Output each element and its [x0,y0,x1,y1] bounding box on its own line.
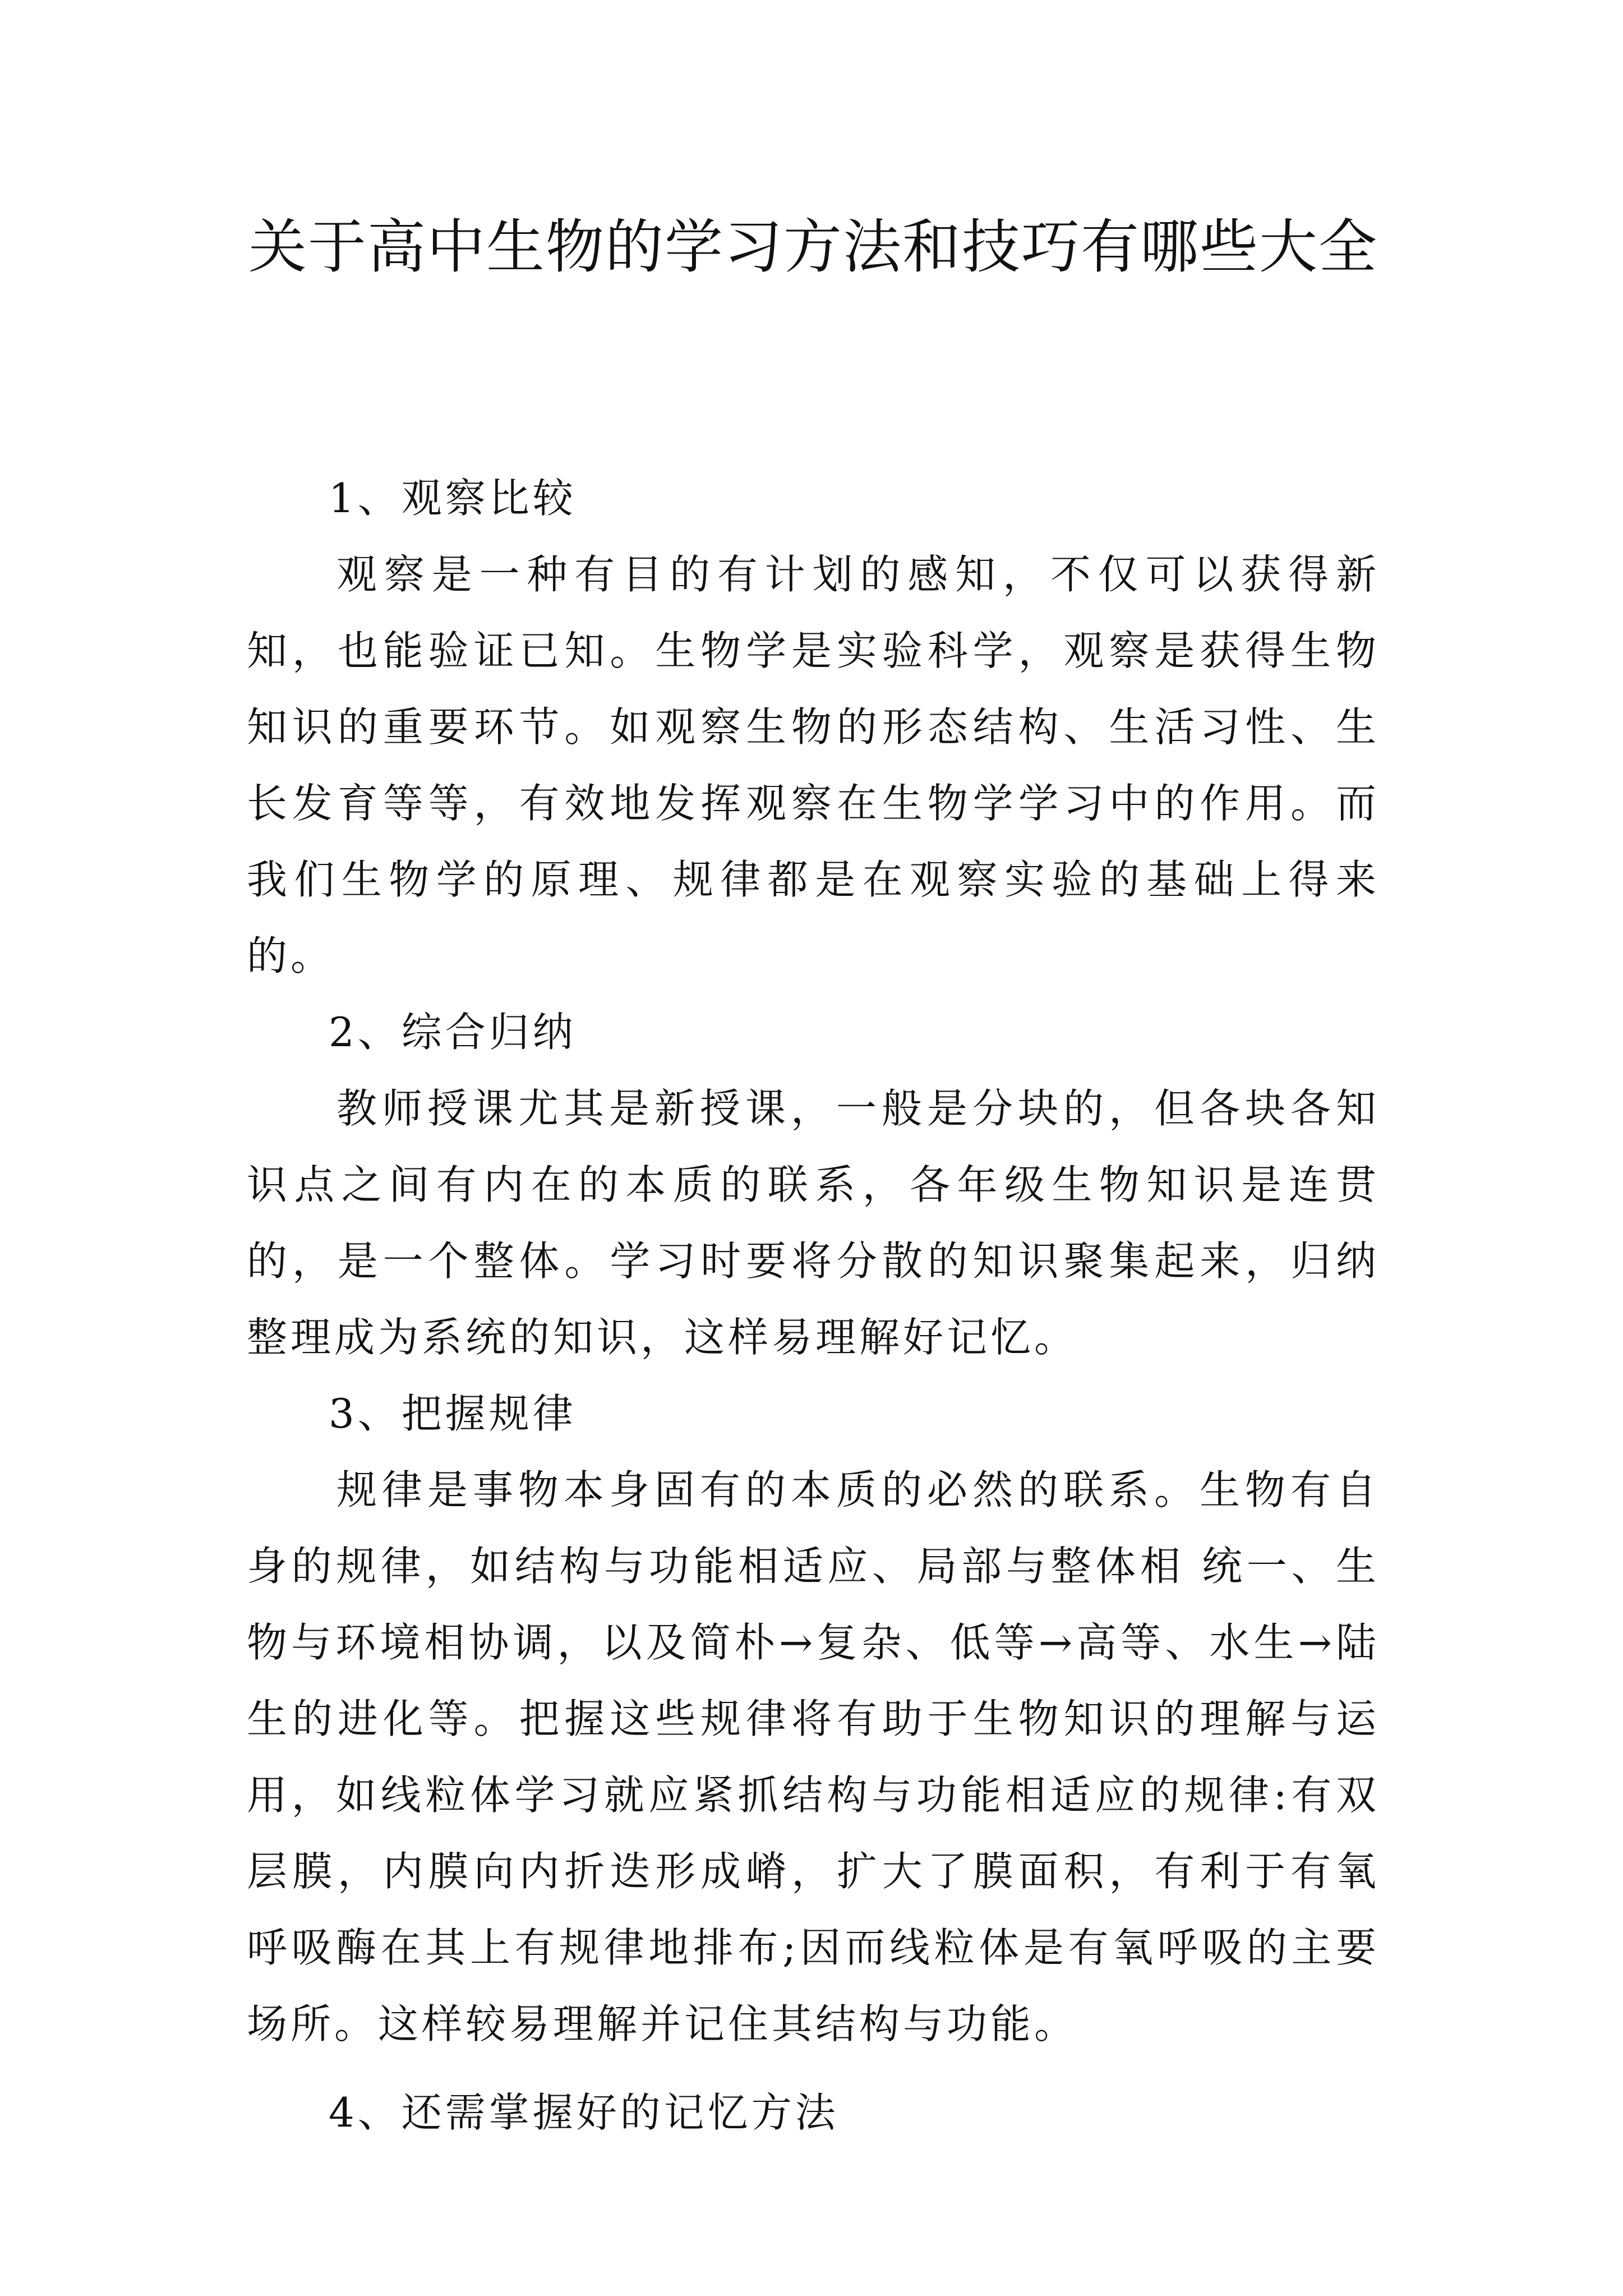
section-heading-observation: 1、观察比较 [329,475,577,522]
document-title: 关于高中生物的学习方法和技巧有哪些大全 [248,213,1378,281]
document-body [247,460,1380,2151]
section-paragraph-summary: 教师授课尤其是新授课，一般是分块的，但各块各知识点之间有内在的本质的联系，各年级生物知识是连贯的，是一个整体。学习时要将分散的知识聚集起来，归纳整理成为系统的知识，这样易理解好记忆。 [247,1085,1380,1361]
section-paragraph-rules: 规律是事物本身固有的本质的必然的联系。生物有自身的规律，如结构与功能相适应、局部与整体相 统一、生物与环境相协调，以及简朴→复杂、低等→高等、水生→陆生的进化等。把握这些规律将有助于生物知识的理解与运用，如线粒体学习就应紧抓结构与功能相适应的规律:有双层膜，内膜向内折迭形成嵴，扩大了膜面积，有利于有氧呼吸酶在其上有规律地排布;因而线粒体是有氧呼吸的主要场所。这样较易理解并记住其结构与功能。 [247,1466,1380,2047]
section-heading-summary: 2、综合归纳 [329,1009,577,1056]
section-heading-memory: 4、还需掌握好的记忆方法 [329,2089,839,2136]
section-paragraph-observation: 观察是一种有目的有计划的感知，不仅可以获得新知，也能验证已知。生物学是实验科学，观察是获得生物知识的重要环节。如观察生物的形态结构、生活习性、生长发育等等，有效地发挥观察在生物学学习中的作用。而我们生物学的原理、规律都是在观察实验的基础上得来的。 [247,551,1380,979]
section-heading-rules: 3、把握规律 [329,1390,577,1437]
